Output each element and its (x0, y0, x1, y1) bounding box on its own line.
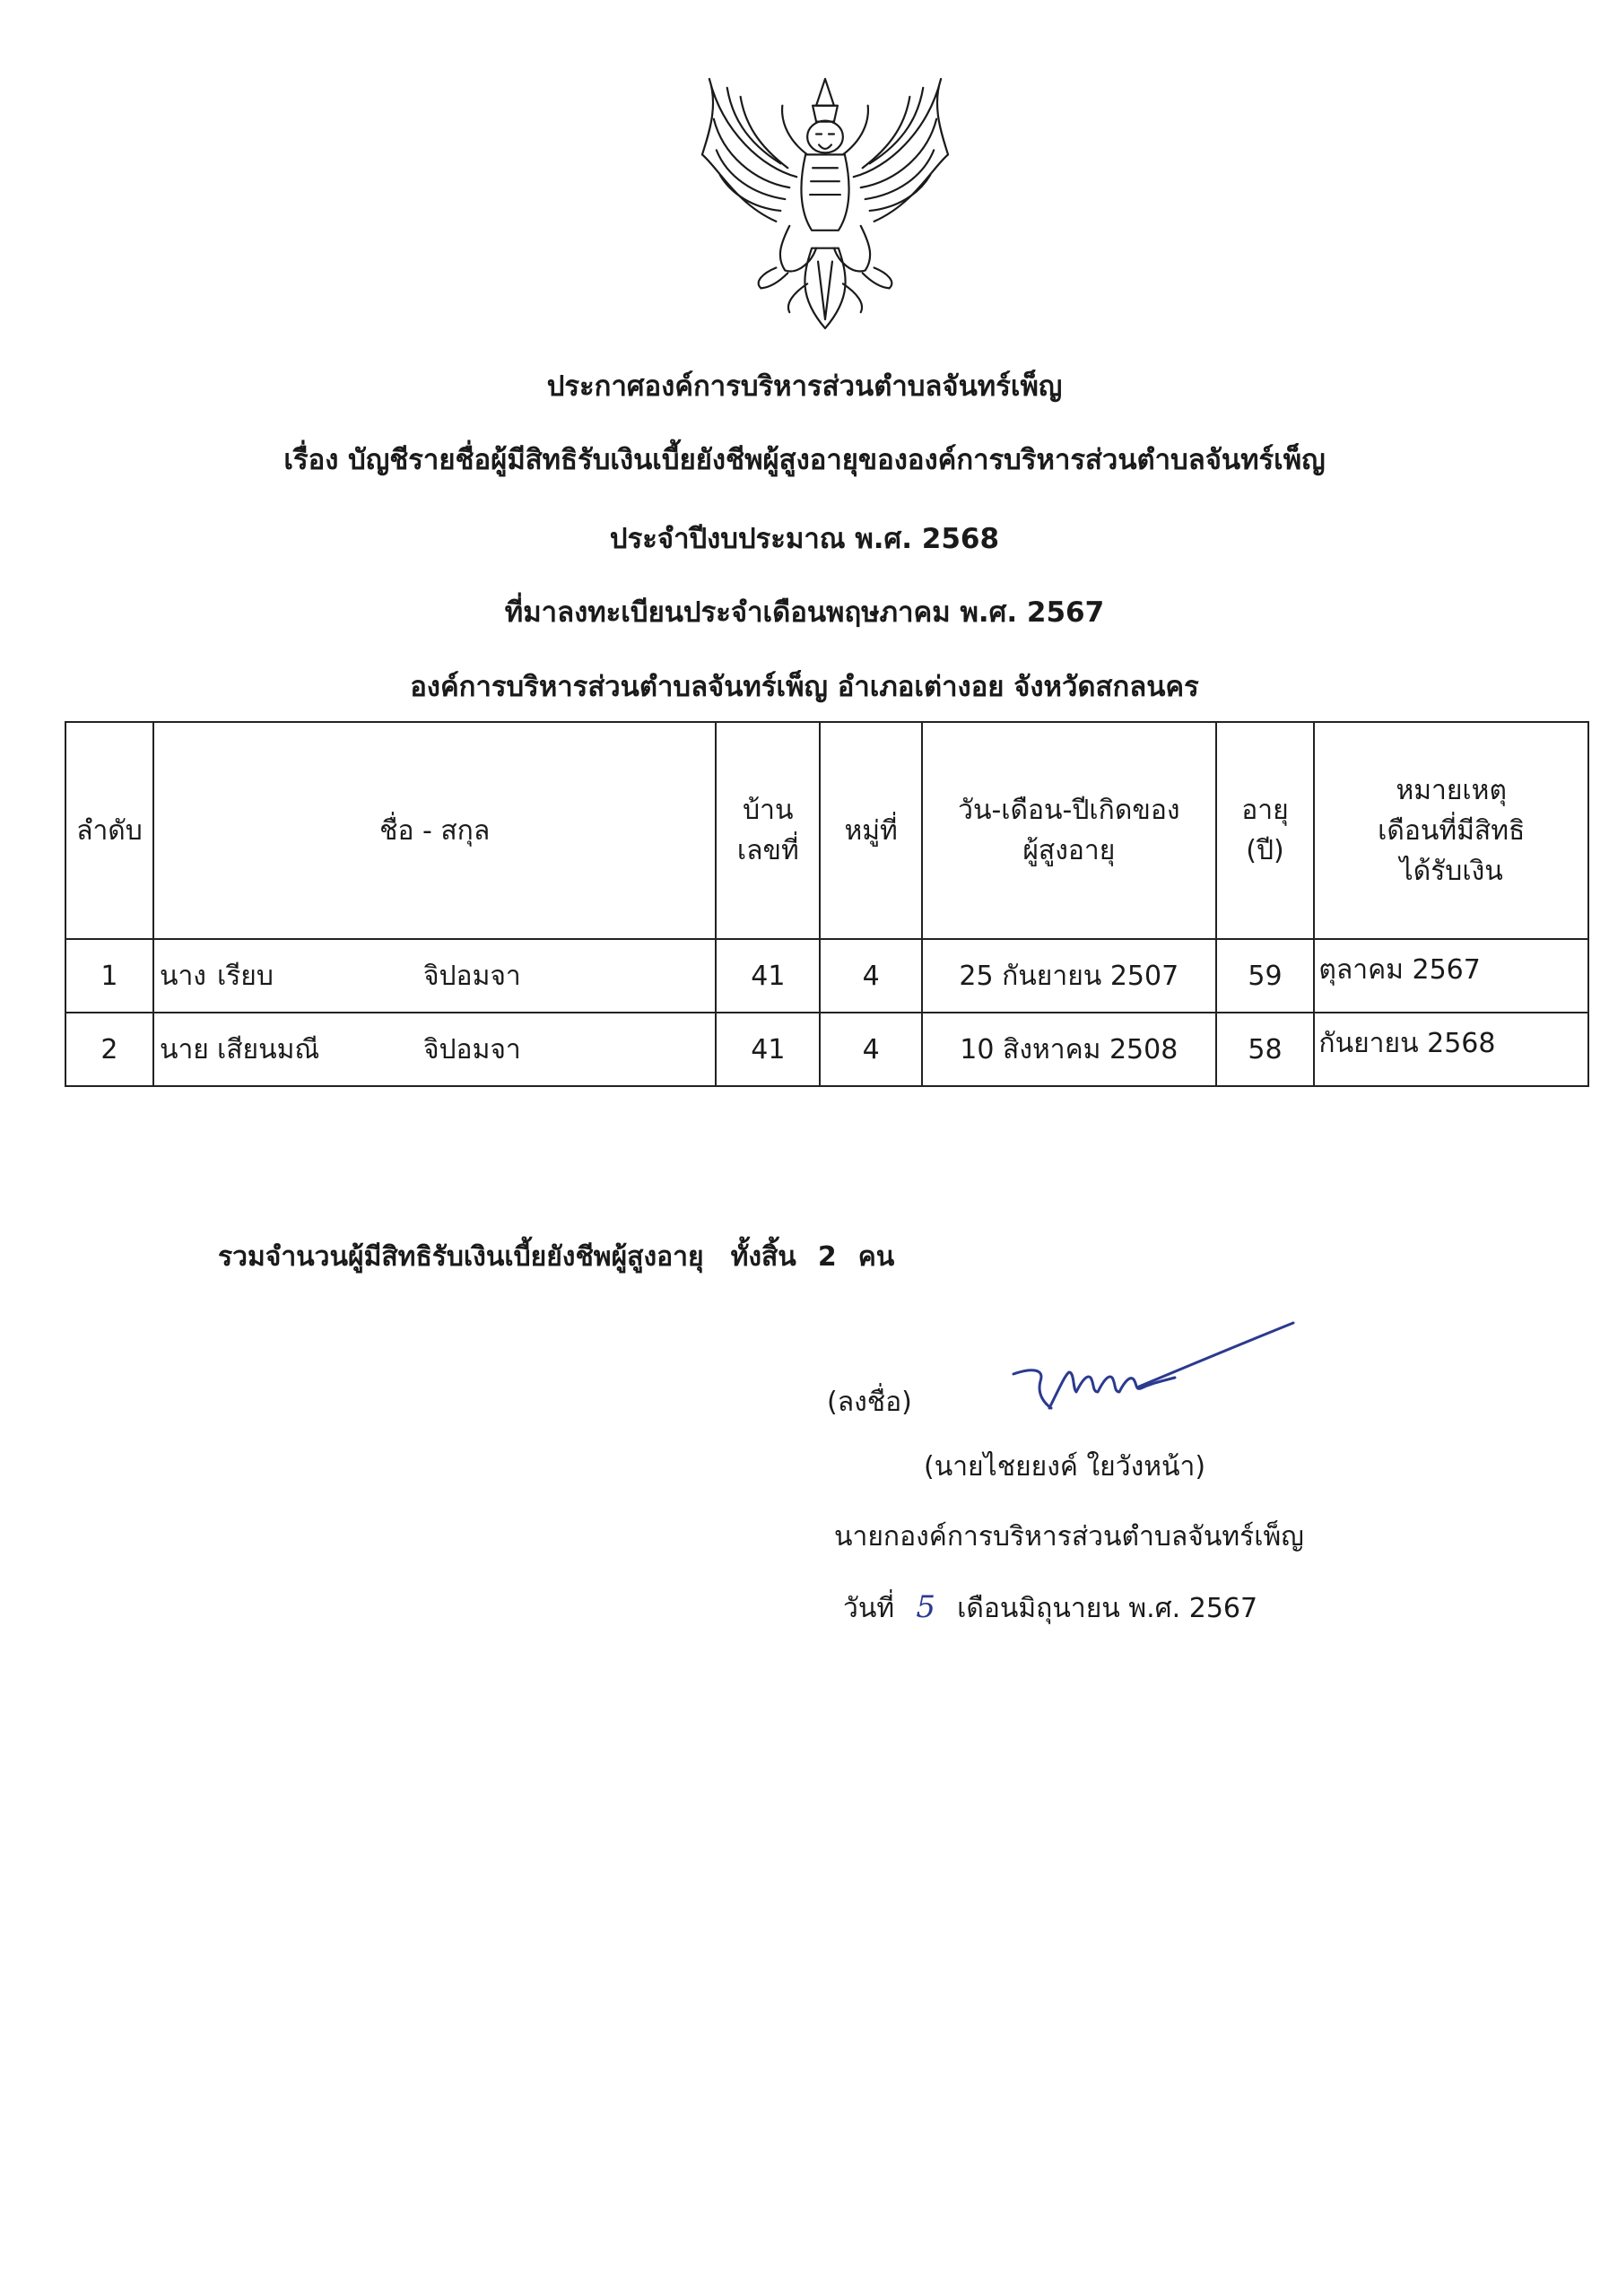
row-birth-date: 25 กันยายน 2507 (922, 939, 1215, 1013)
header-age: อายุ (ปี) (1216, 722, 1315, 939)
date-day: 5 (916, 1589, 935, 1625)
organization-line: องค์การบริหารส่วนตำบลจันทร์เพ็ญ อำเภอเต่างอย จังหวัดสกลนคร (410, 671, 1199, 703)
header-birth-date: วัน-เดือน-ปีเกิดของ ผู้สูงอายุ (922, 722, 1215, 939)
surname: จิปอมจา (422, 960, 521, 992)
row-house-no: 41 (716, 939, 820, 1013)
signer-title: นายกองค์การบริหารส่วนตำบลจันทร์เพ็ญ (834, 1521, 1304, 1552)
total-word: ทั้งสิ้น (730, 1241, 796, 1273)
header-name: ชื่อ - สกุล (153, 722, 716, 939)
garuda-emblem-icon (691, 70, 960, 337)
surname: จิปอมจา (422, 1033, 521, 1065)
announcement-title: ประกาศองค์การบริหารส่วนตำบลจันทร์เพ็ญ (546, 370, 1063, 403)
row-name (153, 939, 716, 1013)
row-birth-date: 10 สิงหาคม 2508 (922, 1013, 1215, 1086)
fiscal-year-line: ประจำปีงบประมาณ พ.ศ. 2568 (609, 523, 1000, 555)
row-village: 4 (820, 1013, 922, 1086)
elderly-allowance-table (65, 721, 1589, 1087)
row-order: 1 (65, 939, 153, 1013)
total-summary (218, 1236, 894, 1278)
row-order: 2 (65, 1013, 153, 1086)
row-house-no: 41 (716, 1013, 820, 1086)
row-name (153, 1013, 716, 1086)
header-village: หมู่ที่ (820, 722, 922, 939)
total-count: 2 (817, 1241, 837, 1273)
row-remark: กันยายน 2568 (1314, 1013, 1588, 1086)
sign-date (843, 1587, 1257, 1630)
row-remark: ตุลาคม 2567 (1314, 939, 1588, 1013)
signer-name: (นายไชยยงค์ ใยวังหน้า) (924, 1451, 1206, 1483)
name-prefix: นาง (159, 960, 206, 992)
table-row (65, 1013, 1588, 1086)
name-prefix: นาย (159, 1033, 209, 1065)
handwritten-signature (1005, 1318, 1300, 1426)
row-age: 58 (1216, 1013, 1315, 1086)
total-label: รวมจำนวนผู้มีสิทธิรับเงินเบี้ยยังชีพผู้สูงอายุ (218, 1241, 704, 1273)
date-rest: เดือนมิถุนายน พ.ศ. 2567 (957, 1593, 1258, 1624)
row-village: 4 (820, 939, 922, 1013)
announcement-subject: เรื่อง บัญชีรายชื่อผู้มีสิทธิรับเงินเบี้ยยังชีพผู้สูงอายุขององค์การบริหารส่วนตำบลจันทร์เพ็ญ (283, 444, 1326, 476)
given-name: เสียนมณี (216, 1033, 320, 1065)
header-house-no: บ้าน เลขที่ (716, 722, 820, 939)
header-order: ลำดับ (65, 722, 153, 939)
table-row (65, 939, 1588, 1013)
given-name: เรียบ (216, 960, 274, 992)
date-prefix: วันที่ (843, 1593, 895, 1624)
table-header-row (65, 722, 1588, 939)
sign-label: (ลงชื่อ) (827, 1387, 912, 1418)
registration-month-line: ที่มาลงทะเบียนประจำเดือนพฤษภาคม พ.ศ. 2567 (504, 596, 1105, 629)
total-unit: คน (857, 1241, 895, 1273)
row-age: 59 (1216, 939, 1315, 1013)
header-remark: หมายเหตุ เดือนที่มีสิทธิ ได้รับเงิน (1314, 722, 1588, 939)
